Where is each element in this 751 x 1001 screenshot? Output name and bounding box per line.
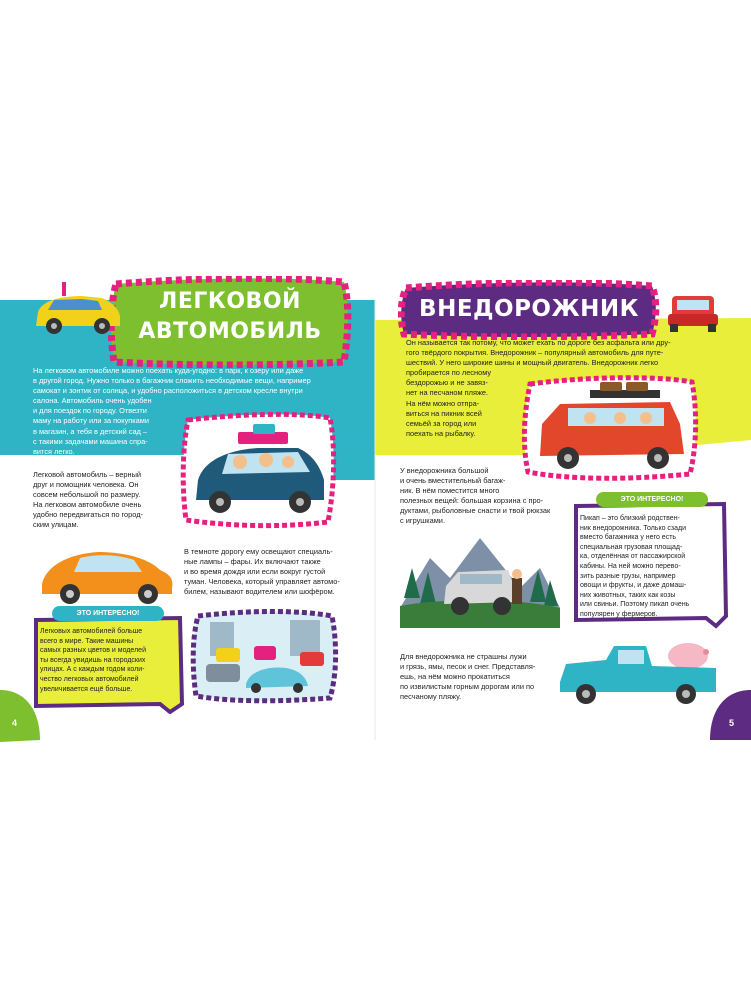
text-line: овощи и фрукты, и даже домаш- <box>580 582 687 590</box>
text-line: Легковой автомобиль – верный <box>33 470 142 479</box>
left-fact-text <box>40 627 180 694</box>
text-line: с такими задачами машина спра- <box>33 436 148 446</box>
text-line: На легковом автомобиле очень <box>33 500 142 510</box>
text-line: или свиньи. Поэтому пикап очень <box>580 601 690 609</box>
text-line: пробирается по лесному <box>406 368 492 378</box>
text-line: ским улицам. <box>33 520 79 530</box>
text-line: маму на работу или за покупками <box>33 416 149 426</box>
right-fact-text <box>580 514 726 620</box>
orange-car-illustration <box>38 540 178 604</box>
text-line: Легковых автомобилей больше <box>40 628 143 635</box>
mountain-jeep-illustration <box>400 528 560 628</box>
text-line: виться на пикник всей <box>406 408 482 418</box>
text-line: ник. В нём поместится много <box>400 486 500 496</box>
text-line: в магазин, а тебя в детский сад – <box>33 426 148 436</box>
text-line: вится легко. <box>33 446 75 456</box>
text-line: специальная грузовая площад- <box>580 543 683 551</box>
text-line: улицах. А с каждым годом коли- <box>40 666 145 674</box>
text-line: ты всегда увидишь на городских <box>40 656 146 664</box>
text-line: песчаному пляжу. <box>400 692 462 702</box>
text-line: У внедорожника большой <box>400 466 489 475</box>
right-fact-badge: ЭТО ИНТЕРЕСНО! <box>596 492 708 507</box>
text-line: них животных, таких как козы <box>580 591 676 599</box>
text-line: по извилистым горным дорогам или по <box>400 682 535 692</box>
text-line: самых разных цветов и моделей <box>40 647 146 655</box>
text-line: семьёй за город или <box>406 418 477 428</box>
text-line: и грязь, ямы, песок и снег. Представля- <box>400 662 536 672</box>
right-title: ВНЕДОРОЖНИК <box>419 296 639 322</box>
text-line: дуктами, рыболовные снасти и твой рюкзак <box>400 506 551 516</box>
family-car-illustration <box>178 410 338 530</box>
text-line: На легковом автомобиле можно поехать куда-угодно: в парк, к озеру или даже <box>33 366 304 375</box>
text-line: кабины. На ней можно перево- <box>580 562 681 570</box>
text-line: и во время дождя или если вокруг густой <box>184 567 326 577</box>
text-line: Он называется так потому, что может ехать по дороге без асфальта или дру- <box>406 338 671 347</box>
text-line: нет на песчаном пляже. <box>406 388 489 398</box>
text-line: ник внедорожника. Только сзади <box>580 524 687 532</box>
text-line: ка, отделённая от пассажирской <box>580 553 686 561</box>
text-line: На нём можно отпра- <box>406 398 480 408</box>
right-page-number: 5 <box>729 718 735 728</box>
text-line: в другой город. Нужно только в багажник сложить необходимые вещи, например <box>33 376 311 386</box>
text-line: всего в мире. Такие машины <box>40 637 134 645</box>
text-line: удобно передвигаться по город- <box>33 510 143 520</box>
left-page-number: 4 <box>12 718 18 728</box>
text-line: полезных вещей: большая корзина с про- <box>400 496 544 506</box>
text-line: и очень вместительный багаж- <box>400 476 506 486</box>
text-line: поехать на рыбалку. <box>406 428 476 438</box>
city-traffic-illustration <box>190 608 340 704</box>
left-friend-text <box>33 470 183 531</box>
text-line: ные лампы – фары. Их включают также <box>184 557 321 567</box>
text-line: и для поездок по городу. Отвезти <box>33 406 147 416</box>
red-suv-front-illustration <box>664 286 722 334</box>
text-line: с игрушками. <box>400 516 445 526</box>
right-mud-text <box>400 652 560 702</box>
text-line: самокат и зонтик от солнца, и удобно расположиться в детском кресле внутри <box>33 386 303 396</box>
text-line: увеличивается ещё больше. <box>40 685 133 693</box>
text-line: бездорожью и не завяз- <box>406 378 488 388</box>
left-fact-badge: ЭТО ИНТЕРЕСНО! <box>52 606 164 621</box>
text-line: шествий. У него широкие шины и мощный двигатель. Внедорожник легко <box>406 358 659 368</box>
text-line: билем, называют водителем или шофёром. <box>184 587 335 597</box>
pickup-truck-illustration <box>556 636 722 708</box>
text-line: популярен у фермеров. <box>580 610 658 618</box>
text-line: вместо багажника у него есть <box>580 534 677 542</box>
text-line: В темноте дорогу ему освещают специаль- <box>184 547 333 556</box>
text-line: ешь, на нём можно прокатиться <box>400 672 510 682</box>
text-line: Пикап – это близкий родствен- <box>580 515 680 522</box>
text-line: чество легковых автомобилей <box>40 675 139 683</box>
text-line: зить разные грузы, например <box>580 572 676 580</box>
left-title-line1: ЛЕГКОВОЙ <box>159 289 301 314</box>
text-line: туман. Человека, который управляет автомо- <box>184 577 340 587</box>
left-title <box>108 287 352 347</box>
text-line: совсем небольшой по размеру. <box>33 490 141 500</box>
left-lights-text <box>184 547 354 597</box>
left-title-line2: АВТОМОБИЛЬ <box>138 319 322 344</box>
text-line: салона. Автомобиль очень удобен <box>33 396 152 406</box>
text-line: гого твёрдого покрытия. Внедорожник – популярный автомобиль для путе- <box>406 348 664 358</box>
text-line: Для внедорожника не страшны лужи <box>400 652 527 661</box>
right-trunk-text <box>400 466 580 527</box>
yellow-car-illustration <box>32 282 124 336</box>
text-line: друг и помощник человека. Он <box>33 480 139 490</box>
